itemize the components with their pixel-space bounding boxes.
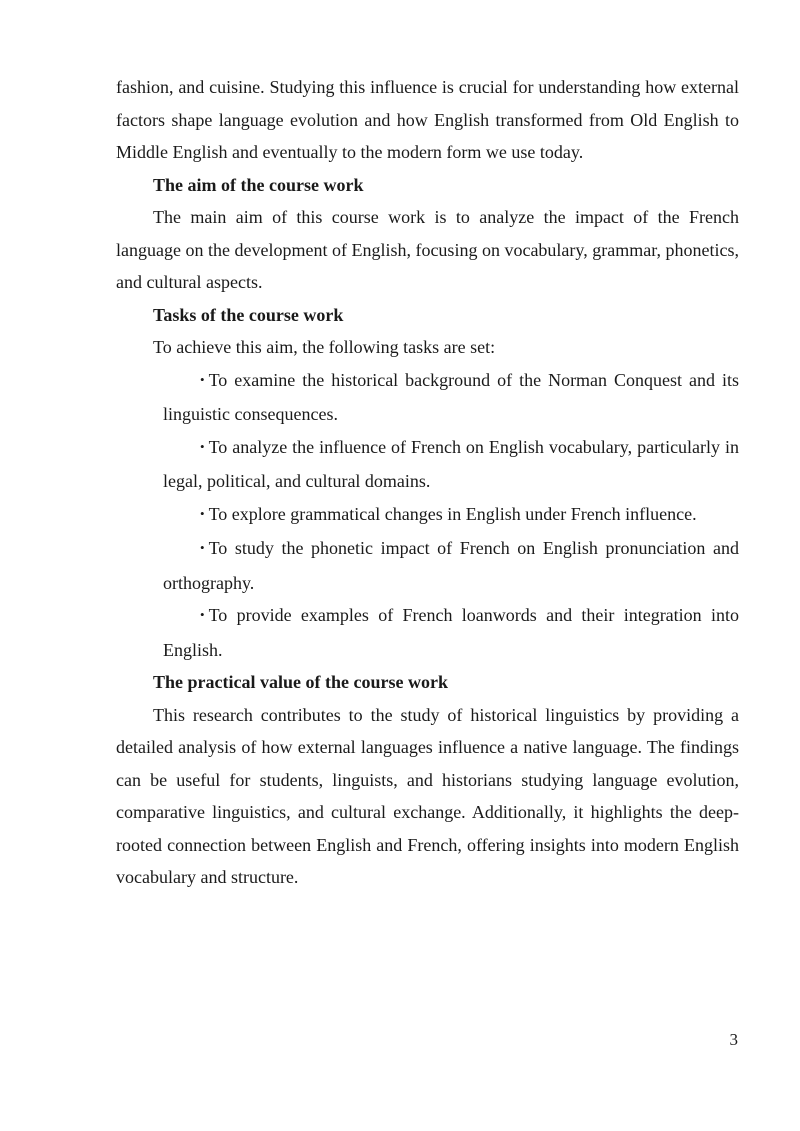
- task-text: To provide examples of French loanwords and their integration into English.: [163, 605, 739, 660]
- list-item: [116, 431, 739, 498]
- practical-paragraph: This research contributes to the study of historical linguistics by providing a detailed analysis of how external languages influence a native language. The findings can be useful for students, linguists, and historians studying language evolution, comparative linguistics, and cultural exchange. Additionally, it highlights the deep-rooted connection between English and French, offering insights into modern English vocabulary and structure.: [116, 704, 739, 887]
- page-content: [116, 71, 739, 894]
- practical-heading: The practical value of the course work: [153, 672, 448, 692]
- bullet-icon: •: [200, 505, 205, 521]
- bullet-icon: •: [200, 607, 205, 622]
- task-text: To analyze the influence of French on English vocabulary, particularly in legal, political, and cultural domains.: [163, 436, 739, 491]
- bullet-icon: •: [200, 371, 205, 387]
- tasks-intro: To achieve this aim, the following tasks are set:: [153, 337, 496, 357]
- aim-heading: The aim of the course work: [153, 174, 364, 195]
- page-number: 3: [729, 1030, 738, 1049]
- list-item: [116, 599, 739, 666]
- bullet-icon: •: [200, 438, 205, 454]
- tasks-heading: Tasks of the course work: [153, 304, 344, 325]
- list-item: [116, 364, 739, 431]
- tasks-list: [116, 364, 739, 667]
- task-text: To study the phonetic impact of French on English pronunciation and orthography.: [163, 538, 739, 593]
- aim-paragraph: The main aim of this course work is to analyze the impact of the French language on the development of English, focusing on vocabulary, grammar, phonetics, and cultural aspects.: [116, 207, 739, 292]
- intro-paragraph: fashion, and cuisine. Studying this influence is crucial for understanding how external factors shape language evolution and how English transformed from Old English to Middle English and eventually to the modern form we use today.: [116, 77, 739, 162]
- task-text: To examine the historical background of the Norman Conquest and its linguistic consequences.: [163, 369, 739, 424]
- list-item: [116, 532, 739, 599]
- list-item: [116, 498, 739, 533]
- bullet-icon: •: [200, 540, 205, 555]
- task-text: To explore grammatical changes in English under French influence.: [208, 503, 697, 524]
